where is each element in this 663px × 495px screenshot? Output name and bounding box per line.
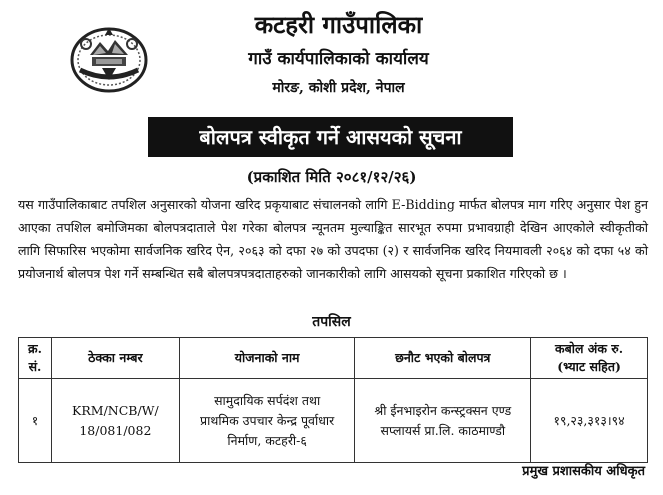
- header-serial: [19, 338, 52, 379]
- office-address: मोरङ, कोशी प्रदेश, नेपाल: [272, 80, 405, 96]
- cell-contract-no: [51, 379, 179, 463]
- header-serial-line2: सं.: [28, 359, 42, 374]
- notice-title: बोलपत्र स्वीकृत गर्ने आसयको सूचना: [148, 117, 513, 157]
- header-contract-no: ठेक्का नम्बर: [51, 338, 179, 379]
- office-header: [0, 6, 663, 102]
- table-row: [19, 379, 648, 463]
- table-title: तपसिल: [312, 314, 351, 330]
- office-subtitle: गाउँ कार्यपालिकाको कार्यालय: [248, 49, 429, 69]
- header-serial-line1: क्र.: [27, 341, 42, 356]
- bid-table: [18, 337, 648, 463]
- signature-title: प्रमुख प्रशासकीय अधिकृत: [522, 464, 645, 479]
- header-amount: [531, 338, 648, 379]
- cell-amount: १९,२३,३१३।९४: [531, 379, 648, 463]
- project-name-line2: प्राथमिक उपचार केन्द्र पूर्वाधार: [200, 412, 335, 428]
- bidder-line1: श्री ईनभाइरोन कन्स्ट्रक्सन एण्ड: [374, 402, 512, 418]
- office-name: कटहरी गाउँपालिका: [254, 10, 423, 39]
- header-amount-line1: कबोल अंक रु.: [554, 341, 624, 356]
- project-name-line1: सामुदायिक सर्पदंश तथा: [214, 392, 321, 408]
- table-header-row: [19, 338, 648, 379]
- bidder-line2: सप्लायर्स प्रा.लि. काठमाण्डौ: [380, 422, 506, 438]
- contract-no-line2: 18/081/082: [79, 422, 152, 438]
- cell-project-name: [179, 379, 355, 463]
- project-name-line3: निर्माण, कटहरी-६: [227, 432, 307, 448]
- header-amount-line2: (भ्याट सहित): [557, 359, 621, 374]
- notice-body: यस गाउँपालिकाबाट तपशिल अनुसारको योजना खरिद प्रकृयाबाट संचालनको लागि E-Bidding मार्फत बोलपत्र माग गरिए अनुसार पेश हुन आएका तपशिल बमोजिमका बोलपत्रदाताले पेश गरेका बोलपत्र न्यूनतम मुल्याङ्कित सारभूत रुपमा प्रभावग्राही देखिन आएकोले स्वीकृतीको लागि सिफारिस भएकोमा सार्वजनिक खरिद ऐन, २०६३ को दफा २७ को उपदफा (२) र सार्वजनिक खरिद नियमावली २०६४ को दफा ५४ को प्रयोजनार्थ बोलपत्र पेश गर्ने सम्बन्धित सबै बोलपत्रपत्रदाताहरुको जानकारीको लागि आसयको सूचना प्रकाशित गरिएको छ ।: [18, 197, 648, 281]
- cell-serial: १: [19, 379, 52, 463]
- published-date: (प्रकाशित मिति २०८१/१२/२६): [246, 168, 417, 186]
- header-selected-bid: छनौट भएको बोलपत्र: [355, 338, 531, 379]
- contract-no-line1: KRM/NCB/W/: [72, 402, 159, 418]
- header-project-name: योजनाको नाम: [179, 338, 355, 379]
- cell-selected-bidder: [355, 379, 531, 463]
